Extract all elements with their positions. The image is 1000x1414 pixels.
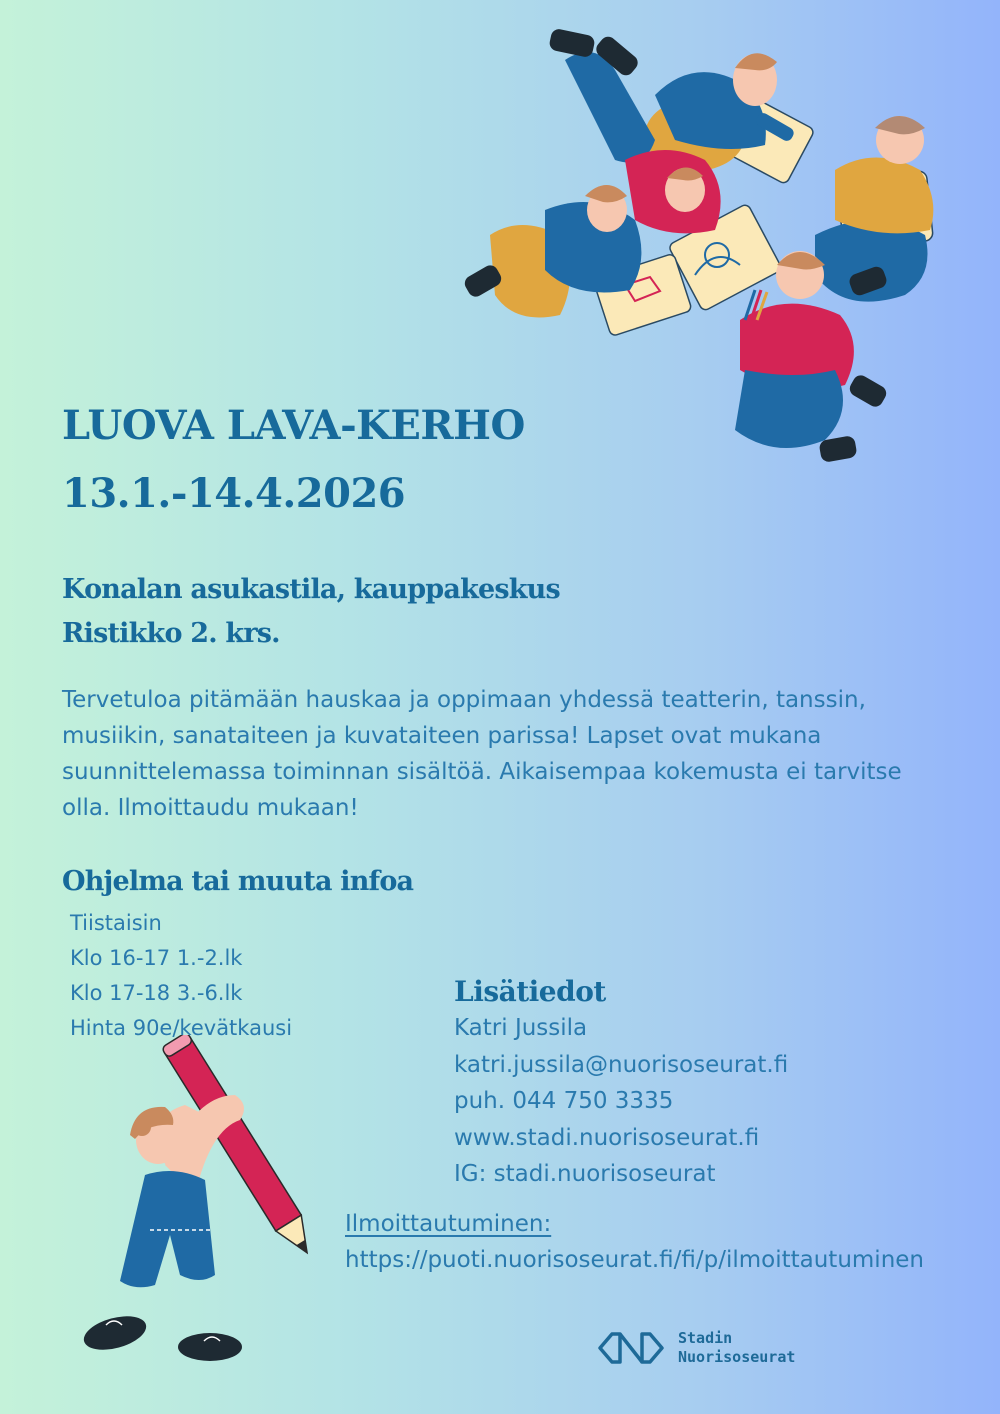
program-line: Klo 17-18 3.-6.lk [70, 981, 243, 1005]
registration-label: Ilmoittautuminen: [345, 1211, 552, 1237]
contact-list [454, 1010, 788, 1193]
logo-text [678, 1329, 795, 1367]
contact-name: Katri Jussila [454, 1015, 588, 1041]
event-name: LUOVA LAVA-KERHO [62, 402, 525, 449]
event-dates: 13.1.-14.4.2026 [62, 470, 406, 517]
event-venue [62, 568, 560, 656]
stadin-nuorisoseurat-logo-icon [596, 1328, 666, 1368]
logo-line-2: Nuorisoseurat [678, 1348, 796, 1366]
contact-instagram: IG: stadi.nuorisoseurat [454, 1161, 716, 1187]
venue-line-1: Konalan asukastila, kauppakeskus [62, 574, 560, 605]
contact-heading: Lisätiedot [454, 975, 606, 1008]
event-title [62, 392, 525, 528]
program-line: Hinta 90e/kevätkausi [70, 1016, 293, 1040]
intro-paragraph: Tervetuloa pitämään hauskaa ja oppimaan yhdessä teatterin, tanssin, musiikin, sanataiteen ja kuvataiteen parissa! Lapset ovat mukana suunnittelemassa toiminnan sisältöä. Aikaisempaa kokemusta ei tarvitse olla. Ilmoittaudu mukaan! [62, 687, 902, 821]
organization-logo [596, 1328, 795, 1368]
children-drawing-illustration [455, 20, 975, 490]
program-line: Klo 16-17 1.-2.lk [70, 946, 243, 970]
program-heading: Ohjelma tai muuta infoa [62, 866, 414, 897]
program-line: Tiistaisin [70, 911, 162, 935]
registration-link[interactable]: https://puoti.nuorisoseurat.fi/fi/p/ilmoittautuminen [345, 1247, 924, 1273]
program-list [70, 906, 292, 1046]
child-with-pencil-illustration [70, 1035, 360, 1385]
contact-phone: puh. 044 750 3335 [454, 1088, 674, 1114]
venue-line-2: Ristikko 2. krs. [62, 618, 280, 649]
contact-website: www.stadi.nuorisoseurat.fi [454, 1124, 760, 1151]
logo-line-1: Stadin [678, 1329, 733, 1347]
contact-email: katri.jussila@nuorisoseurat.fi [454, 1051, 789, 1078]
